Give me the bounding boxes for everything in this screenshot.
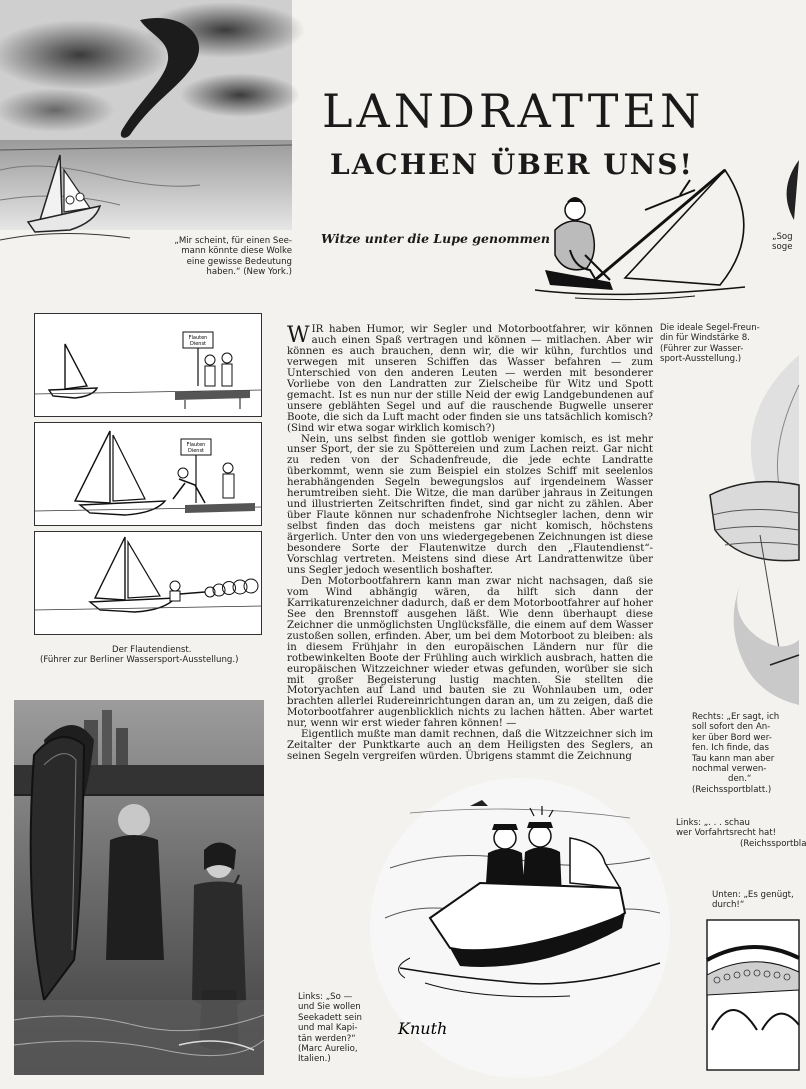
flauten-sign-2-line1: Flauten [186, 442, 206, 448]
flauten-sign-1-line2: Dienst [189, 341, 207, 347]
comic-panel-2-drawing [35, 423, 261, 525]
illustration-boat-umbrella [14, 700, 264, 1075]
motorboat-drawing [370, 778, 670, 1078]
illustration-storm-cloud [0, 0, 292, 262]
flauten-sign-2-line2: Dienst [187, 448, 205, 454]
caption-links-right: Links: „. . . schau wer Vorfahrtsrecht hat! (Reichssportbla [676, 818, 806, 849]
caption-segelfreundin: Die ideale Segel-Freun- din für Windstärke 8. (Führer zur Wasser- sport-Ausstellung.) [660, 323, 760, 365]
caption-cloud: „Mir scheint, für einen See- mann könnte diese Wolke eine gewisse Bedeutung haben.“ (New York.) [174, 236, 292, 278]
page-title: LANDRATTEN [322, 84, 705, 138]
caption-edge-top: „Sog soge [772, 232, 793, 253]
artist-signature-knuth: Knuth [398, 1019, 448, 1038]
drop-cap: W [287, 323, 310, 348]
flauten-sign-1-line1: Flauten [188, 335, 208, 341]
illustration-anchor-boat [700, 355, 799, 705]
caption-links-bottom: Links: „So — und Sie wollen Seekadett sein und mal Kapi- tän werden?“ (Marc Aurelio, Italien.) [298, 992, 362, 1065]
article-paragraph-1: WIR haben Humor, wir Segler und Motorbootfahrer, wir können auch einen Spaß vertragen und können — mitlachen. Aber wir können es auch brauchen, denn wir, die wir kühn, furchtlos und verwegen mit unseren Schiffen das Wasser befahren — zum Unterschied von den anderen Leuten — werden mit besonderer Vorliebe von den Landratten zur Zielscheibe für Witz und Spott gemacht. Ist es nun nur der stille Neid der ewig Landgebundenen auf unsere geblähten Segel und auf die rauschende Bugwelle unserer Boote, die sich da Luft macht oder finden sie uns tatsächlich komisch? (Sind wir etwa sogar wirklich komisch?) [287, 323, 653, 434]
edge-sail-drawing [772, 150, 799, 220]
comic-panel-1-drawing [35, 314, 261, 416]
caption-unten: Unten: „Es genügt, durch!“ [712, 890, 794, 911]
illustration-sail-girl [515, 150, 770, 310]
comic-panel-3 [34, 531, 262, 635]
comic-panel-2 [34, 422, 262, 526]
storm-cloud-drawing [0, 0, 292, 262]
anchor-boat-drawing [700, 355, 799, 705]
article-body [287, 325, 653, 763]
caption-rechts: Rechts: „Er sagt, ich soll sofort den An- ker über Bord wer- fen. Ich finde, das Tau kann man aber nochmal verwen- den.“ (Reichssportblatt.) [692, 712, 780, 795]
caption-flautendienst: Der Flautendienst. (Führer zur Berliner Wassersport-Ausstellung.) [40, 645, 239, 666]
illustration-bridge [707, 920, 799, 1070]
page-subtitle: LACHEN ÜBER UNS! [330, 148, 694, 181]
illustration-edge-sail [772, 150, 799, 220]
comic-panel-3-drawing [35, 532, 261, 634]
article-paragraph-4: Eigentlich mußte man damit rechnen, daß die Witzzeichner sich im Zeitalter der Punktkarte auch an dem Heiligsten des Seglers, an seinen Segeln vergreifen würden. Übrigens stammt die Zeichnung [287, 729, 653, 763]
article-paragraph-3: Den Motorbootfahrern kann man zwar nicht nachsagen, daß sie vom Wind abhängig wären, da hilft sich dann der Karrikaturenzeichner dadurch, daß er dem Motorbootfahrer auf hoher See den Brennstoff ausgehen läßt. Wie denn überhaupt diese Zeichner die unmöglichsten Unglücksfälle, die einem auf dem Wasser zustoßen sollen, erfinden. Aber, um bei dem Motorboot zu bleiben: als in diesem Frühjahr in den europäischen Ländern nur für die rotbewinkelten Boote der Frühling auch wirklich ausbrach, hatten die europäischen Witzzeichner wieder etwas gefunden, worüber sie sich mit großer Begeisterung lustig machten. Sie stellten die Motoryachten auf Land und bauten sie zu Wohnlauben um, oder brachten allerlei Rudereinrichtungen daran an, um zu zeigen, daß die Motorbootfahrer augenblicklich nichts zu lachen hätten. Aber wartet nur, wenn wir erst wieder fahren können! — [287, 575, 653, 730]
tagline: Witze unter die Lupe genommen [321, 231, 550, 246]
illustration-motorboat [370, 778, 670, 1078]
article-paragraph-2: Nein, uns selbst finden sie gottlob weniger komisch, es ist mehr unser Sport, der sie zu Spöttereien und zum Lachen reizt. Gar nicht zu reden von der Schadenfreude, die jede echte Landratte überkommt, wenn sie zum Beispiel ein stolzes Schiff mit seelenlos herabhängenden Segeln bewegungslos auf irgendeinem Wasser herumtreiben sieht. Die Witze, die man darüber jahraus in Zeitungen und illustrierten Zeitschriften findet, sind gar nicht zu zählen. Aber über Flaute können nur schadenfrohe Nichtsegler lachen, denn wir selbst finden das doch meistens gar nicht komisch, höchstens ärgerlich. Unter den von uns wiedergegebenen Zeichnungen ist diese besondere Sorte der Flautenwitze durch den „Flautendienst“-Vorschlag vertreten. Meistens sind diese Art Landrattenwitze über uns Segler jedoch wesentlich boshafter. [287, 433, 653, 576]
comic-panel-1 [34, 313, 262, 417]
sail-girl-drawing [515, 150, 770, 310]
boat-umbrella-drawing [14, 700, 264, 1075]
bridge-drawing [707, 920, 799, 1070]
